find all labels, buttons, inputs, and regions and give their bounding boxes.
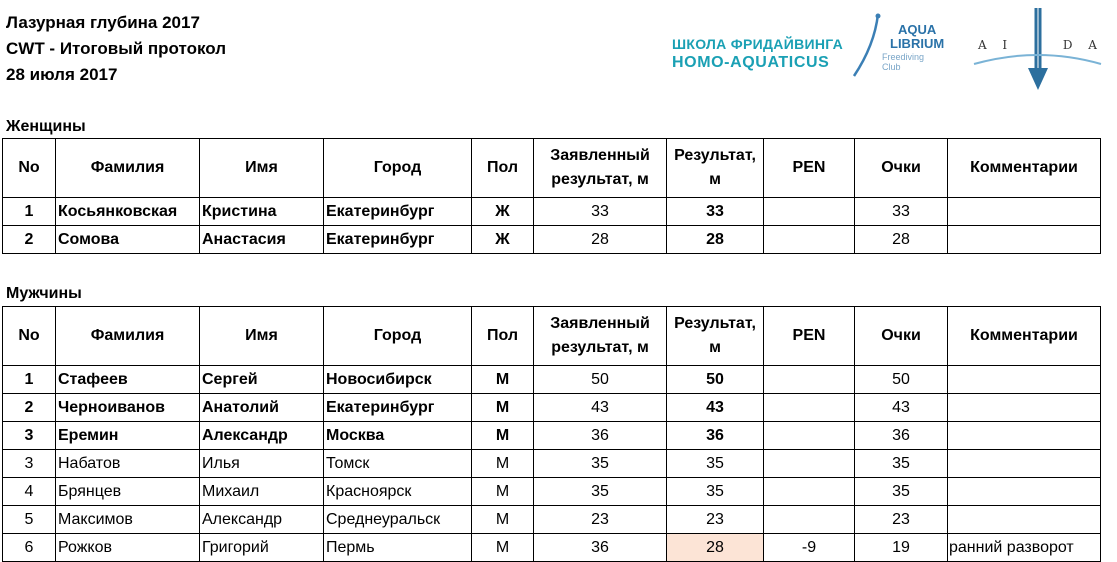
- aqua-logo-line1: AQUA: [897, 22, 937, 37]
- cell-result: 33: [667, 198, 764, 226]
- cell-pen: [764, 422, 855, 450]
- cell-points: 35: [855, 450, 948, 478]
- cell-points: 33: [855, 198, 948, 226]
- cell-points: 43: [855, 394, 948, 422]
- cell-city: Новосибирск: [324, 366, 472, 394]
- cell-name: Сергей: [200, 366, 324, 394]
- col-no: No: [3, 139, 56, 198]
- cell-no: 5: [3, 506, 56, 534]
- table-row: [3, 534, 1101, 562]
- col-pen: PEN: [764, 139, 855, 198]
- women-results-table: [2, 138, 1101, 254]
- cell-surname: Еремин: [56, 422, 200, 450]
- cell-comment: [948, 366, 1101, 394]
- cell-declared: 35: [534, 478, 667, 506]
- cell-surname: Брянцев: [56, 478, 200, 506]
- cell-pen: [764, 198, 855, 226]
- cell-surname: Максимов: [56, 506, 200, 534]
- cell-comment: [948, 422, 1101, 450]
- col-name: Имя: [200, 307, 324, 366]
- cell-sex: М: [472, 366, 534, 394]
- protocol-date: 28 июля 2017: [6, 65, 118, 84]
- table-row: [3, 198, 1101, 226]
- cell-comment: [948, 226, 1101, 254]
- col-pen: PEN: [764, 307, 855, 366]
- cell-no: 3: [3, 422, 56, 450]
- table-row: [3, 394, 1101, 422]
- cell-declared: 28: [534, 226, 667, 254]
- col-points: Очки: [855, 307, 948, 366]
- aida-letter-3: D: [1062, 38, 1073, 52]
- cell-sex: Ж: [472, 198, 534, 226]
- aida-letter-4: A: [1088, 38, 1097, 52]
- cell-comment: [948, 198, 1101, 226]
- cell-points: 23: [855, 506, 948, 534]
- table-header-row: [3, 307, 1101, 366]
- cell-comment: [948, 478, 1101, 506]
- cell-result: 50: [667, 366, 764, 394]
- cell-pen: [764, 394, 855, 422]
- cell-result: 23: [667, 506, 764, 534]
- table-row: [3, 506, 1101, 534]
- protocol-subtitle: CWT - Итоговый протокол: [6, 39, 227, 58]
- cell-result: 35: [667, 478, 764, 506]
- table-row: [3, 422, 1101, 450]
- col-no: No: [3, 307, 56, 366]
- cell-result: 35: [667, 450, 764, 478]
- col-comments: Комментарии: [948, 307, 1101, 366]
- cell-declared: 43: [534, 394, 667, 422]
- cell-pen: [764, 450, 855, 478]
- cell-sex: М: [472, 534, 534, 562]
- table-row: [3, 478, 1101, 506]
- cell-no: 4: [3, 478, 56, 506]
- cell-comment: [948, 394, 1101, 422]
- cell-sex: М: [472, 506, 534, 534]
- men-results-table: [2, 306, 1101, 562]
- cell-declared: 23: [534, 506, 667, 534]
- school-logo-line1: ШКОЛА ФРИДАЙВИНГА: [672, 36, 844, 52]
- cell-name: Александр: [200, 506, 324, 534]
- cell-surname: Косьянковская: [56, 198, 200, 226]
- cell-comment: [948, 506, 1101, 534]
- cell-name: Илья: [200, 450, 324, 478]
- school-logo: [672, 35, 843, 73]
- cell-declared: 33: [534, 198, 667, 226]
- table-row: [3, 226, 1101, 254]
- aqua-librium-logo: [848, 12, 958, 82]
- cell-surname: Стафеев: [56, 366, 200, 394]
- cell-points: 19: [855, 534, 948, 562]
- cell-declared: 35: [534, 450, 667, 478]
- cell-no: 1: [3, 198, 56, 226]
- cell-no: 2: [3, 394, 56, 422]
- aqua-logo-sub1: Freediving: [882, 52, 925, 62]
- col-city: Город: [324, 307, 472, 366]
- cell-name: Михаил: [200, 478, 324, 506]
- cell-pen: [764, 506, 855, 534]
- col-declared: Заявленный результат, м: [534, 307, 667, 366]
- cell-no: 1: [3, 366, 56, 394]
- cell-declared: 36: [534, 422, 667, 450]
- cell-city: Среднеуральск: [324, 506, 472, 534]
- aida-logo: [970, 6, 1105, 91]
- cell-points: 36: [855, 422, 948, 450]
- men-section-title: Мужчины: [6, 285, 82, 302]
- aqua-logo-sub2: Club: [882, 62, 901, 72]
- cell-points: 35: [855, 478, 948, 506]
- cell-result: 28: [667, 226, 764, 254]
- col-surname: Фамилия: [56, 139, 200, 198]
- cell-sex: Ж: [472, 226, 534, 254]
- aida-letter-2: I: [1002, 38, 1008, 52]
- col-city: Город: [324, 139, 472, 198]
- cell-surname: Черноиванов: [56, 394, 200, 422]
- col-comments: Комментарии: [948, 139, 1101, 198]
- cell-sex: М: [472, 450, 534, 478]
- cell-sex: М: [472, 394, 534, 422]
- cell-pen: [764, 366, 855, 394]
- cell-pen: [764, 478, 855, 506]
- col-result: Результат, м: [667, 139, 764, 198]
- cell-result: 36: [667, 422, 764, 450]
- cell-city: Красноярск: [324, 478, 472, 506]
- cell-points: 28: [855, 226, 948, 254]
- cell-name: Анатолий: [200, 394, 324, 422]
- col-sex: Пол: [472, 307, 534, 366]
- cell-city: Екатеринбург: [324, 226, 472, 254]
- cell-city: Томск: [324, 450, 472, 478]
- cell-name: Анастасия: [200, 226, 324, 254]
- aqua-logo-line2: LIBRIUM: [890, 36, 945, 51]
- cell-declared: 36: [534, 534, 667, 562]
- cell-result-penalized: 28: [667, 534, 764, 562]
- col-result: Результат, м: [667, 307, 764, 366]
- cell-pen: -9: [764, 534, 855, 562]
- cell-no: 3: [3, 450, 56, 478]
- col-declared: Заявленный результат, м: [534, 139, 667, 198]
- cell-surname: Набатов: [56, 450, 200, 478]
- cell-sex: М: [472, 422, 534, 450]
- col-surname: Фамилия: [56, 307, 200, 366]
- cell-city: Пермь: [324, 534, 472, 562]
- protocol-title: Лазурная глубина 2017: [6, 13, 200, 32]
- cell-name: Григорий: [200, 534, 324, 562]
- cell-surname: Сомова: [56, 226, 200, 254]
- cell-surname: Рожков: [56, 534, 200, 562]
- col-sex: Пол: [472, 139, 534, 198]
- cell-comment: [948, 450, 1101, 478]
- women-section-title: Женщины: [6, 118, 86, 135]
- cell-city: Екатеринбург: [324, 198, 472, 226]
- cell-declared: 50: [534, 366, 667, 394]
- table-header-row: [3, 139, 1101, 198]
- cell-points: 50: [855, 366, 948, 394]
- cell-no: 2: [3, 226, 56, 254]
- aida-letter-1: A: [978, 38, 987, 52]
- col-name: Имя: [200, 139, 324, 198]
- school-logo-line2: HOMO-AQUATICUS: [672, 54, 830, 71]
- cell-comment: ранний разворот: [948, 534, 1101, 562]
- table-row: [3, 366, 1101, 394]
- cell-sex: М: [472, 478, 534, 506]
- col-points: Очки: [855, 139, 948, 198]
- cell-name: Кристина: [200, 198, 324, 226]
- cell-result: 43: [667, 394, 764, 422]
- cell-pen: [764, 226, 855, 254]
- cell-city: Москва: [324, 422, 472, 450]
- cell-city: Екатеринбург: [324, 394, 472, 422]
- cell-name: Александр: [200, 422, 324, 450]
- cell-no: 6: [3, 534, 56, 562]
- table-row: [3, 450, 1101, 478]
